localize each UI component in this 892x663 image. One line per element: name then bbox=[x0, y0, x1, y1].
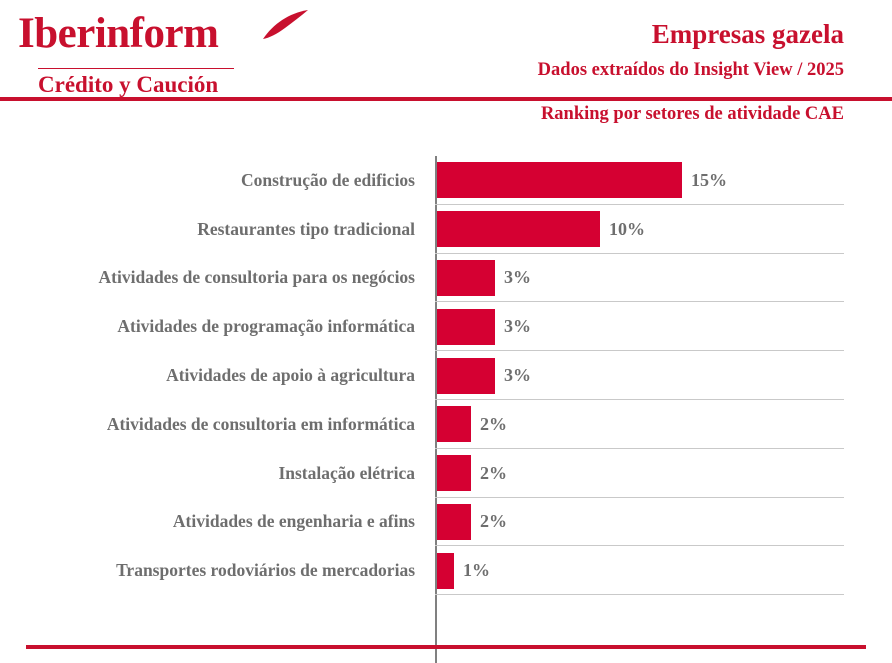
bar-value-label: 3% bbox=[504, 365, 531, 386]
bar-value-label: 1% bbox=[463, 560, 490, 581]
category-label: Instalação elétrica bbox=[278, 462, 415, 483]
bar-group bbox=[437, 546, 490, 595]
chart-row bbox=[0, 351, 892, 400]
bar[interactable] bbox=[437, 504, 471, 540]
bar-group bbox=[437, 351, 531, 400]
page-header bbox=[0, 0, 892, 124]
bar-value-label: 15% bbox=[691, 169, 727, 190]
chart-row bbox=[0, 254, 892, 303]
page-subtitle: Dados extraídos do Insight View / 2025 bbox=[537, 59, 844, 80]
chart-row bbox=[0, 546, 892, 595]
bar-group bbox=[437, 449, 507, 498]
category-label: Atividades de engenharia e afins bbox=[172, 511, 415, 532]
footer-divider bbox=[26, 645, 866, 649]
chart-rows bbox=[0, 156, 892, 595]
bar[interactable] bbox=[437, 309, 495, 345]
gridline bbox=[435, 594, 844, 595]
chart-row bbox=[0, 400, 892, 449]
category-label: Atividades de consultoria em informática bbox=[106, 413, 415, 434]
bar[interactable] bbox=[437, 406, 471, 442]
chart-plot-area bbox=[0, 148, 892, 636]
bar[interactable] bbox=[437, 455, 471, 491]
bar-value-label: 2% bbox=[480, 462, 507, 483]
logo-tagline: Crédito y Caución bbox=[38, 72, 219, 97]
bar[interactable] bbox=[437, 260, 495, 296]
bar-group bbox=[437, 205, 645, 254]
logo-wordmark: Iberinform bbox=[18, 10, 219, 57]
bar-group bbox=[437, 254, 531, 303]
chart-row bbox=[0, 449, 892, 498]
bar-value-label: 10% bbox=[609, 218, 645, 239]
bar-group bbox=[437, 498, 507, 547]
chart-row bbox=[0, 156, 892, 205]
bar-group bbox=[437, 302, 531, 351]
title-block bbox=[538, 20, 844, 80]
page-title: Empresas gazela bbox=[651, 19, 844, 49]
bar-chart bbox=[0, 140, 892, 640]
bar-value-label: 3% bbox=[504, 316, 531, 337]
category-label: Atividades de apoio à agricultura bbox=[166, 365, 415, 386]
chart-row bbox=[0, 302, 892, 351]
chart-row bbox=[0, 205, 892, 254]
logo-divider bbox=[38, 68, 234, 69]
bar[interactable] bbox=[437, 358, 495, 394]
bar-value-label: 2% bbox=[480, 511, 507, 532]
category-label: Construção de edificios bbox=[240, 169, 415, 190]
bar-value-label: 2% bbox=[480, 413, 507, 434]
chart-row bbox=[0, 498, 892, 547]
bar-value-label: 3% bbox=[504, 267, 531, 288]
category-label: Restaurantes tipo tradicional bbox=[197, 218, 415, 239]
bar[interactable] bbox=[437, 211, 600, 247]
bar-group bbox=[437, 400, 507, 449]
header-divider bbox=[0, 97, 892, 101]
swoosh-icon bbox=[263, 10, 309, 40]
bar-group bbox=[437, 156, 727, 205]
category-label: Transportes rodoviários de mercadorias bbox=[116, 560, 415, 581]
bar[interactable] bbox=[437, 553, 454, 589]
bar[interactable] bbox=[437, 162, 682, 198]
category-label: Atividades de consultoria para os negócios bbox=[98, 267, 415, 288]
iberinform-logo bbox=[18, 10, 318, 97]
category-label: Atividades de programação informática bbox=[117, 316, 415, 337]
section-title: Ranking por setores de atividade CAE bbox=[540, 104, 844, 124]
